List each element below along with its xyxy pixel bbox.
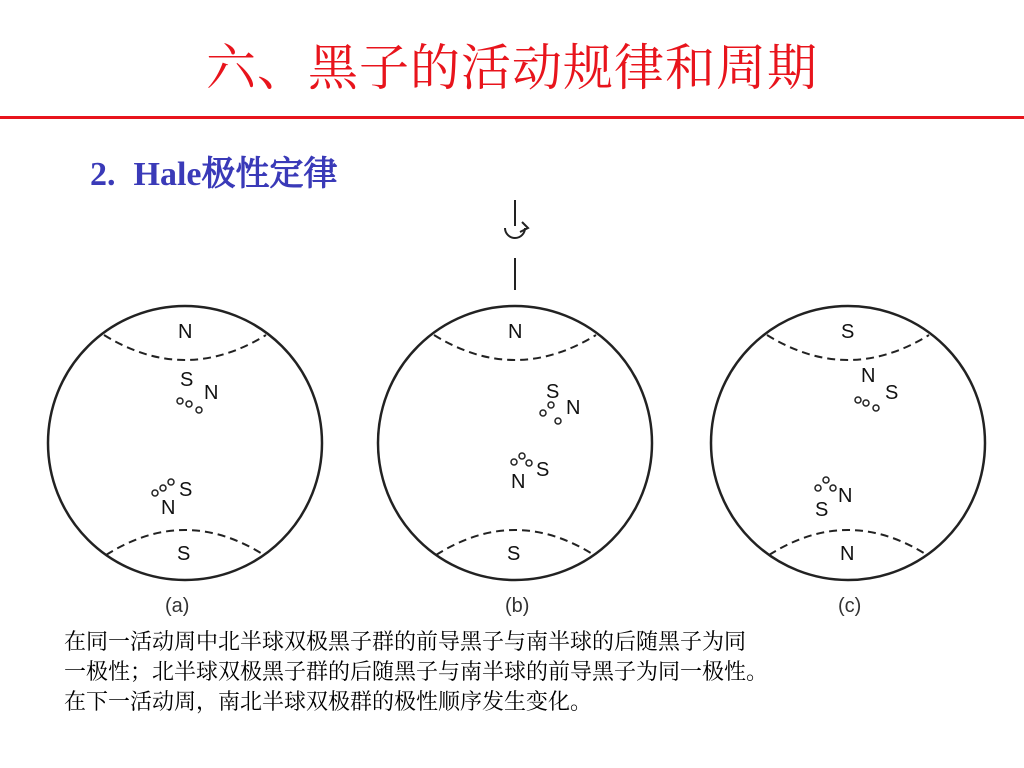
- sunspot: [177, 398, 183, 404]
- north-cap-label: N: [178, 321, 193, 343]
- lower-lead-polarity: N: [838, 485, 853, 507]
- rotation-axis-icon: [505, 200, 528, 290]
- explanation-text: [64, 628, 1004, 718]
- sunspot: [855, 397, 861, 403]
- upper-follow-polarity: S: [885, 382, 899, 404]
- panel-c: [711, 306, 985, 617]
- sunspot: [555, 418, 561, 424]
- sunspot: [519, 453, 525, 459]
- upper-follow-polarity: N: [566, 397, 581, 419]
- sunspot: [196, 407, 202, 413]
- lower-lead-polarity: S: [179, 479, 193, 501]
- upper-lead-polarity: N: [861, 365, 876, 387]
- sunspot: [540, 410, 546, 416]
- sunspot: [830, 485, 836, 491]
- upper-lead-polarity: S: [180, 369, 194, 391]
- explanation-line: 在下一活动周，南北半球双极群的极性顺序发生变化。: [64, 690, 593, 715]
- sun-disk: [711, 306, 985, 580]
- lower-follow-polarity: S: [815, 499, 829, 521]
- explanation-line: 在同一活动周中北半球双极黑子群的前导黑子与南半球的后随黑子为同: [64, 630, 747, 655]
- sunspot: [873, 405, 879, 411]
- sunspot: [815, 485, 821, 491]
- sunspot: [160, 485, 166, 491]
- section-title: Hale极性定律: [133, 156, 338, 193]
- sunspot: [168, 479, 174, 485]
- upper-lead-polarity: S: [546, 381, 560, 403]
- sun-disk: [48, 306, 322, 580]
- panel-caption: (a): [165, 595, 190, 617]
- upper-follow-polarity: N: [204, 382, 219, 404]
- lower-lead-polarity: S: [536, 459, 550, 481]
- page-title: 六、黑子的活动规律和周期: [206, 39, 818, 97]
- sunspot: [186, 401, 192, 407]
- south-cap-label: S: [507, 543, 521, 565]
- panel-caption: (c): [838, 595, 862, 617]
- south-cap-label: N: [840, 543, 855, 565]
- panel-b: [378, 306, 652, 617]
- explanation-line: 一极性；北半球双极黑子群的后随黑子与南半球的前导黑子为同一极性。: [64, 660, 769, 685]
- lower-follow-polarity: N: [161, 497, 176, 519]
- north-cap-label: N: [508, 321, 523, 343]
- north-cap-label: S: [841, 321, 855, 343]
- sunspot: [152, 490, 158, 496]
- panel-caption: (b): [505, 595, 530, 617]
- sunspot: [526, 460, 532, 466]
- sunspot: [511, 459, 517, 465]
- panel-a: [48, 306, 322, 617]
- lower-follow-polarity: N: [511, 471, 526, 493]
- section-number: 2.: [90, 156, 116, 193]
- south-cap-label: S: [177, 543, 191, 565]
- sunspot: [823, 477, 829, 483]
- sun-disk: [378, 306, 652, 580]
- sunspot: [863, 400, 869, 406]
